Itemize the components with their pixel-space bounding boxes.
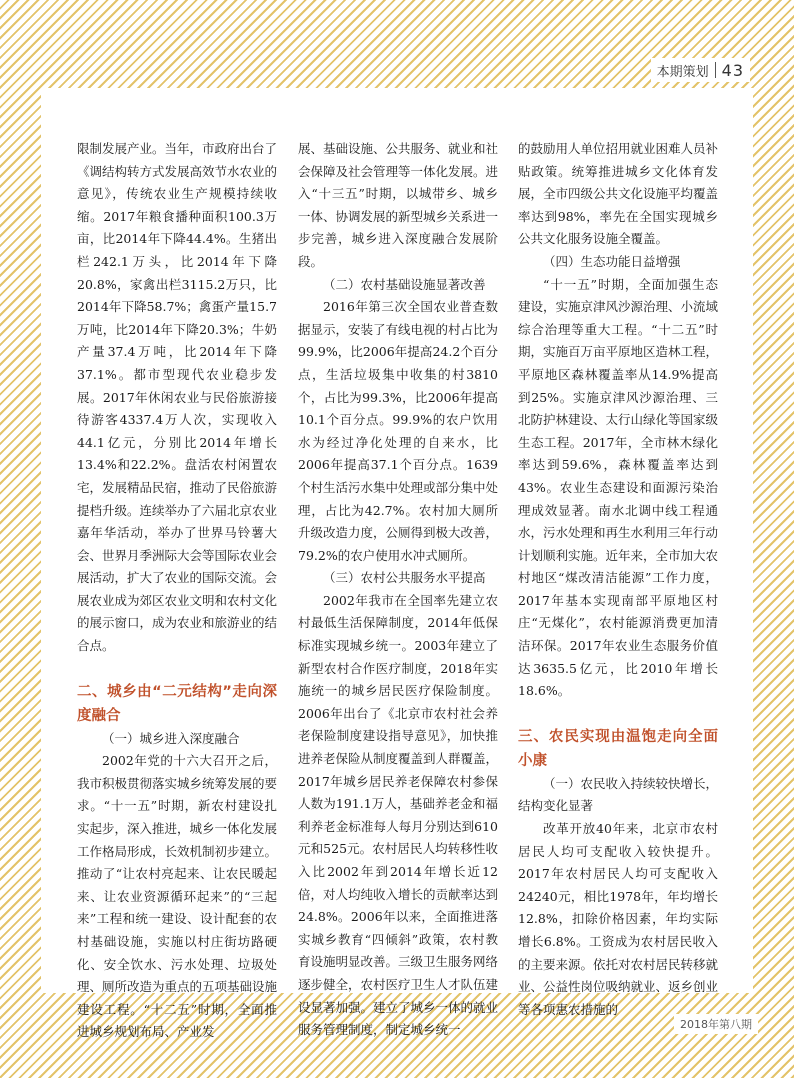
issue-footer: 2018年第八期 — [674, 1014, 758, 1034]
paragraph: 2002年党的十六大召开之后，我市积极贯彻落实城乡统筹发展的要求。“十一五”时期，新农村建设扎实起步，深入推进，城乡一体化发展工作格局形成，长效机制初步建立。推动了“让农村亮起来、让农民暖起来、让农业资源循环起来”的“三起来”工程和统一建设、设计配套的农村基础设施，实施以村庄街坊路硬化、安全饮水、污水处理、垃圾处理、厕所改造为重点的五项基础设施建设工程。“十二五”时期，全面推进城乡规划布局、产业发 — [77, 753, 278, 1040]
page-header — [651, 58, 750, 82]
section-heading: 三、农民实现由温饱走向全面小康 — [518, 728, 718, 769]
subsection-heading: （四）生态功能日益增强 — [543, 253, 681, 269]
subsection-heading: （二）农村基础设施显著改善 — [323, 276, 486, 292]
paragraph: 展、基础设施、公共服务、就业和社会保障及社会管理等一体化发展。进入“十三五”时期，以城带乡、城乡一体、协调发展的新型城乡关系进一步完善，城乡进入深度融合发展阶段。 — [298, 141, 499, 269]
header-divider — [715, 62, 716, 78]
paragraph: 2002年我市在全国率先建立农村最低生活保障制度，2014年低保标准实现城乡统一。2003年建立了新型农村合作医疗制度，2018年实施统一的城乡居民医疗保险制度。2006年出台了《北京市农村社会养老保险制度建设指导意见》，加快推进养老保险从制度覆盖到人群覆盖，2017年城乡居民养老保障农村参保人数为191.1万人，基础养老金和福利养老金标准每人每月分别达到610元和525元。农村居民人均转移性收入比2002年到2014年增长近12倍，对人均纯收入增长的贡献率达到24.8%。2006年以来，全面推进落实城乡教育“四倾斜”政策，农村教育设施明显改善。三级卫生服务网络逐步健全，农村医疗卫生人才队伍建设显著加强。建立了城乡一体的就业服务管理制度，制定城乡统一 — [298, 592, 499, 1038]
spacer — [77, 658, 277, 680]
paragraph: “十一五”时期，全面加强生态建设，实施京津风沙源治理、小流域综合治理等重大工程。“十二五”时期，实施百万亩平原地区造林工程，平原地区森林覆盖率从14.9%提高到25%。实施京津风沙源治理、三北防护林建设、太行山绿化等国家级生态工程。2017年，全市林木绿化率达到59.6%，森林覆盖率达到43%。农业生态建设和面源污染治理成效显著。南水北调中线工程通水，污水处理和再生水利用三年行动计划顺利实施。近年来，全市加大农村地区“煤改清洁能源”工作力度，2017年基本实现南部平原地区村庄“无煤化”，农村能源消费更加清洁环保。2017年农业生态服务价值达3635.5亿元，比2010年增长18.6%。 — [518, 276, 719, 699]
page-number: 43 — [721, 60, 744, 80]
paragraph: 的鼓励用人单位招用就业困难人员补贴政策。统筹推进城乡文化体育发展，全市四级公共文化设施平均覆盖率达到98%，率先在全国实现城乡公共文化服务设施全覆盖。 — [518, 141, 719, 247]
subsection-heading: （一）城乡进入深度融合 — [102, 730, 240, 746]
paragraph: 改革开放40年来，北京市农村居民人均可支配收入较快提升。2017年农村居民人均可支配收入24240元，相比1978年，年均增长12.8%，扣除价格因素，年均实际增长6.8%。工资成为农村居民收入的主要来源。依托对农村居民转移就业、公益性岗位吸纳就业、返乡创业等各项惠农措施的 — [518, 821, 719, 1017]
section-heading: 二、城乡由“二元结构”走向深度融合 — [77, 683, 277, 724]
column-3 — [518, 138, 718, 1021]
subsection-heading: （一）农民收入持续较快增长，结构变化显著 — [518, 775, 719, 814]
column-2 — [298, 138, 498, 1042]
spacer — [518, 703, 718, 725]
subsection-heading: （三）农村公共服务水平提高 — [323, 570, 486, 586]
column-1 — [77, 138, 277, 1044]
section-title: 本期策划 — [656, 64, 709, 80]
paragraph: 限制发展产业。当年，市政府出台了《调结构转方式发展高效节水农业的意见》，传统农业生产规模持续收缩。2017年粮食播种面积100.3万亩，比2014年下降44.4%。生猪出栏242.1万头，比2014年下降20.8%，家禽出栏3115.2万只，比2014年下降58.7%；禽蛋产量15.7万吨，比2014年下降20.3%；牛奶产量37.4万吨，比2014年下降37.1%。都市型现代农业稳步发展。2017年休闲农业与民俗旅游接待游客4337.4万人次，实现收入44.1亿元，分别比2014年增长13.4%和22.2%。盘活农村闲置农宅，发展精品民宿，推动了民俗旅游提档升级。连续举办了六届北京农业嘉年华活动，举办了世界马铃薯大会、世界月季洲际大会等国际农业会展活动，扩大了农业的国际交流。会展农业成为郊区农业文明和农村文化的展示窗口，成为农业和旅游业的结合点。 — [77, 141, 278, 654]
paragraph: 2016年第三次全国农业普查数据显示，安装了有线电视的村占比为99.9%，比2006年提高24.2个百分点，生活垃圾集中收集的村3810个，占比为99.3%，比2006年提高10.1个百分点。99.9%的农户饮用水为经过净化处理的自来水，比2006年提高37.1个百分点。1639个村生活污水集中处理或部分集中处理，占比为42.7%。农村加大厕所升级改造力度，公厕得到极大改善，79.2%的农户使用水冲式厕所。 — [298, 299, 499, 563]
